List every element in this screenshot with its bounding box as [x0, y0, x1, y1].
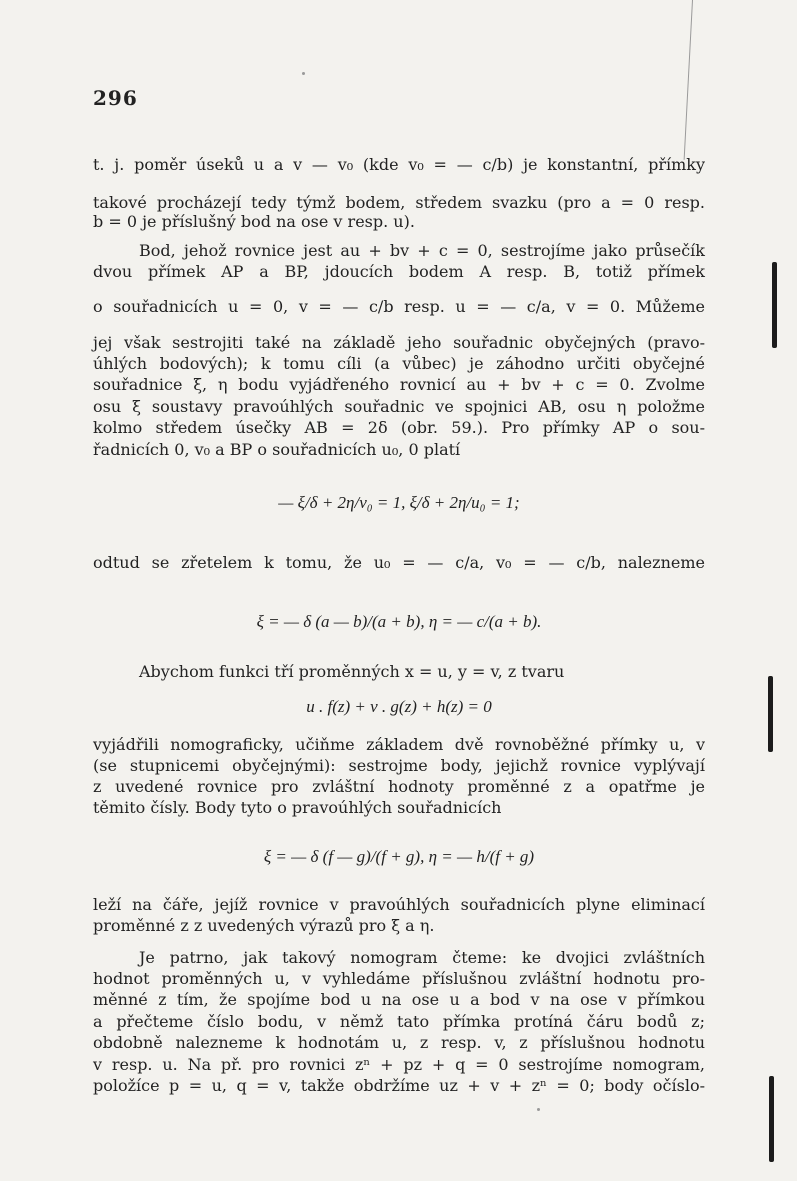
text-line: proměnné z z uvedených výrazů pro ξ a η.	[93, 916, 435, 935]
text-line: obdobně nalezneme k hodnotám u, z resp. v, z příslušnou hodnotu	[93, 1033, 705, 1052]
formula-line: ξ = — δ (f — g)/(f + g), η = — h/(f + g)	[263, 847, 535, 866]
text-line: úhlých bodových); k tomu cíli (a vůbec) je záhodno určiti obyčejné	[93, 354, 705, 373]
text-line: takové procházejí tedy týmž bodem, středem svazku (pro a = 0 resp.	[93, 193, 705, 212]
text-line: odtud se zřetelem k tomu, že u₀ = — c/a, v₀ = — c/b, nalezneme	[93, 553, 705, 572]
text-line: v resp. u. Na př. pro rovnici zⁿ + pz + q = 0 sestrojíme nomogram,	[93, 1055, 705, 1074]
text-line: vyjádřili nomograficky, učiňme základem dvě rovnoběžné přímky u, v	[93, 735, 705, 754]
page-edge-line	[684, 0, 693, 160]
formula-line: ξ = — δ (a — b)/(a + b), η = — c/(a + b).	[256, 612, 542, 631]
text-line: (se stupnicemi obyčejnými): sestrojme body, jejichž rovnice vyplývají	[93, 756, 705, 775]
binding-mark-top	[772, 262, 777, 348]
text-line: jej však sestrojiti také na základě jeho souřadnic obyčejných (pravo-	[93, 333, 705, 352]
text-line: dvou přímek AP a BP, jdoucích bodem A resp. B, totiž přímek	[93, 262, 705, 281]
text-line: položíce p = u, q = v, takže obdržíme uz + v + zⁿ = 0; body očíslo-	[93, 1076, 705, 1095]
text-line: řadnicích 0, v₀ a BP o souřadnicích u₀, 0 platí	[93, 440, 461, 459]
text-line: hodnot proměnných u, v vyhledáme příslušnou zvláštní hodnotu pro-	[93, 969, 705, 988]
text-line: leží na čáře, jejíž rovnice v pravoúhlých souřadnicích plyne eliminací	[93, 895, 705, 914]
binding-mark-bottom	[769, 1076, 774, 1162]
page-number: 296	[93, 86, 138, 110]
text-line: těmito čísly. Body tyto o pravoúhlých souřadnicích	[93, 798, 502, 817]
binding-mark-middle	[768, 676, 773, 752]
text-line: t. j. poměr úseků u a v — v₀ (kde v₀ = — c/b) je konstantní, přímky	[93, 155, 705, 174]
text-line: b = 0 je příslušný bod na ose v resp. u).	[93, 212, 415, 231]
text-line: o souřadnicích u = 0, v = — c/b resp. u = — c/a, v = 0. Můžeme	[93, 297, 705, 316]
scan-speck	[537, 1108, 540, 1111]
text-line: měnné z tím, že spojíme bod u na ose u a bod v na ose v přímkou	[93, 990, 705, 1009]
text-line: a přečteme číslo bodu, v němž tato přímka protíná čáru bodů z;	[93, 1012, 705, 1031]
text-line: Abychom funkci tří proměnných x = u, y = v, z tvaru	[139, 662, 565, 681]
text-line: Bod, jehož rovnice jest au + bv + c = 0, sestrojíme jako průsečík	[139, 241, 705, 260]
text-line: kolmo středem úsečky AB = 2δ (obr. 59.). Pro přímky AP o sou-	[93, 418, 705, 437]
text-line: z uvedené rovnice pro zvláštní hodnoty proměnné z a opatřme je	[93, 777, 705, 796]
text-line: Je patrno, jak takový nomogram čteme: ke dvojici zvláštních	[139, 948, 705, 967]
formula-line: u . f(z) + v . g(z) + h(z) = 0	[306, 697, 492, 716]
scan-speck	[302, 72, 305, 75]
text-line: osu ξ soustavy pravoúhlých souřadnic ve spojnici AB, osu η položme	[93, 397, 705, 416]
formula-line: — ξ/δ + 2η/v₀ = 1, ξ/δ + 2η/u₀ = 1;	[278, 493, 520, 512]
text-line: souřadnice ξ, η bodu vyjádřeného rovnicí au + bv + c = 0. Zvolme	[93, 375, 705, 394]
